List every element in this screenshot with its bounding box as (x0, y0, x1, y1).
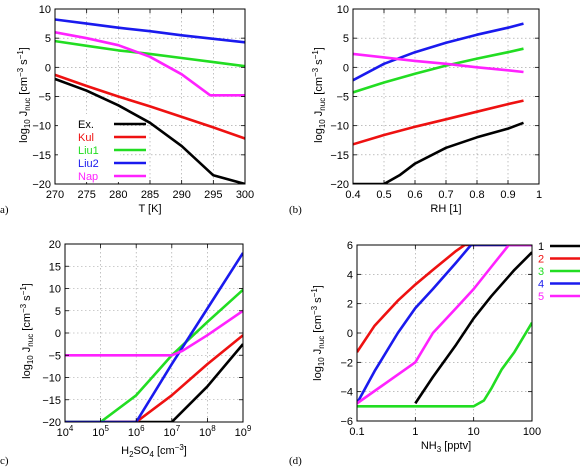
y-axis-label: $\log_{10} J_{nuc}$ [$cm^{-3}$ $s^{-1}$] (19, 283, 35, 379)
y-tick-label: 6 (346, 240, 353, 252)
x-axis-label: T [K] (138, 203, 162, 215)
y-tick-label: 2 (346, 298, 353, 311)
y-tick-label: 0 (54, 328, 61, 340)
x-tick-label: 1 (535, 189, 543, 201)
y-tick-label: 10 (336, 4, 349, 16)
y-tick-label: −15 (330, 149, 349, 162)
panel-letter: a) (0, 204, 9, 216)
panel-2 (289, 4, 542, 216)
series-line-1 (415, 252, 532, 403)
series-group (357, 245, 532, 406)
x-tick-label: $10^8$ (199, 424, 216, 439)
x-tick-label: 285 (140, 189, 160, 201)
x-tick-label: 300 (235, 189, 255, 201)
x-tick-label: $10^4$ (56, 424, 74, 439)
series-line-2 (357, 245, 532, 352)
x-tick-label: 0.6 (407, 189, 423, 201)
x-tick-label: 275 (77, 189, 96, 201)
y-axis-label: $\log_{10} J_{nuc}$ [$cm^{-3}$ $s^{-1}$] (16, 47, 32, 143)
y-axis-label: $\log_{10} J_{nuc}$ [$cm^{-3}$ $s^{-1}$] (311, 47, 327, 143)
y-tick-label: −6 (340, 416, 353, 428)
panel-3 (0, 239, 252, 467)
series-line-5 (357, 245, 532, 403)
legend-label: 1 (537, 241, 545, 253)
series-line-Liu2 (353, 24, 524, 81)
x-tick-label: 290 (172, 189, 191, 201)
panel-letter: c) (0, 455, 9, 467)
y-tick-label: 5 (342, 33, 349, 46)
x-tick-label: $10^9$ (234, 424, 252, 439)
x-tick-label: 0.8 (469, 189, 485, 201)
legend-label: Ex. (78, 119, 94, 131)
x-tick-label: $10^7$ (163, 424, 181, 439)
x-tick-label: 1 (412, 426, 419, 438)
y-tick-label: 20 (48, 239, 61, 251)
y-tick-label: 0 (44, 62, 51, 75)
x-tick-label: 100 (522, 426, 542, 438)
y-tick-label: −10 (32, 120, 51, 133)
y-tick-label: 10 (48, 283, 61, 296)
grid (357, 245, 532, 421)
x-axis-label: $H_2SO_4$ $[cm^{-3}]$ (121, 443, 187, 459)
x-tick-label: 295 (204, 189, 223, 201)
series-line-Kul (65, 335, 243, 422)
panel-letter: (d) (289, 455, 302, 467)
x-tick-label: 0.7 (438, 189, 454, 201)
y-tick-label: −20 (330, 179, 349, 191)
legend-label: 2 (537, 253, 545, 266)
x-tick-label: 0.1 (349, 426, 365, 438)
y-tick-label: −15 (42, 394, 61, 407)
x-tick-label: 280 (109, 189, 128, 201)
y-tick-label: −2 (340, 357, 353, 370)
y-tick-label: 0 (342, 62, 349, 75)
legend-label: 3 (537, 266, 545, 278)
y-tick-label: −15 (32, 149, 51, 162)
legend-label: Kul (78, 132, 94, 144)
panel-4 (289, 240, 580, 467)
x-tick-label: 0.5 (376, 189, 392, 201)
x-tick-label: $10^5$ (92, 424, 109, 439)
legend (58, 114, 146, 183)
x-tick-label: 10 (467, 426, 480, 438)
y-tick-label: 5 (44, 33, 51, 46)
series-group (65, 253, 243, 422)
y-axis-label: $\log_{10} J_{nuc}$ [$cm^{-3}$ $s^{-1}$] (310, 285, 326, 381)
y-tick-label: 10 (38, 4, 51, 16)
grid (353, 9, 539, 184)
y-tick-label: −5 (38, 91, 51, 104)
series-line-3 (357, 323, 532, 407)
y-tick-label: 15 (48, 261, 61, 274)
x-tick-label: $10^6$ (127, 424, 145, 439)
y-tick-label: −4 (340, 386, 353, 399)
y-tick-label: −20 (42, 417, 61, 429)
y-tick-label: −20 (32, 179, 51, 191)
series-line-Nap (353, 54, 524, 72)
y-tick-label: −10 (330, 120, 349, 133)
legend-label: Liu1 (78, 145, 99, 157)
y-tick-label: −5 (48, 350, 61, 363)
series-line-Liu2 (65, 253, 243, 422)
x-axis-label: $NH_3$ [pptv] (420, 440, 472, 454)
series-line-4 (357, 245, 532, 403)
legend-label: Nap (78, 171, 99, 183)
legend-label: 4 (537, 278, 545, 291)
y-tick-label: −5 (336, 91, 349, 104)
legend-label: 5 (537, 291, 545, 303)
x-axis-label: RH [1] (430, 203, 462, 215)
y-tick-label: 5 (54, 305, 61, 318)
legend (538, 241, 580, 303)
series-line-Kul (353, 101, 524, 145)
panel-1 (0, 4, 254, 216)
x-tick-label: 270 (45, 189, 65, 201)
x-tick-label: 0.4 (345, 189, 361, 201)
series-group (353, 24, 524, 184)
y-tick-label: 4 (346, 269, 353, 282)
panel-letter: (b) (289, 204, 302, 216)
y-tick-label: −10 (42, 372, 61, 385)
y-tick-label: 0 (346, 328, 353, 340)
legend-label: Liu2 (78, 158, 99, 170)
x-tick-label: 0.9 (500, 189, 516, 201)
series-line-Ex. (353, 123, 524, 184)
